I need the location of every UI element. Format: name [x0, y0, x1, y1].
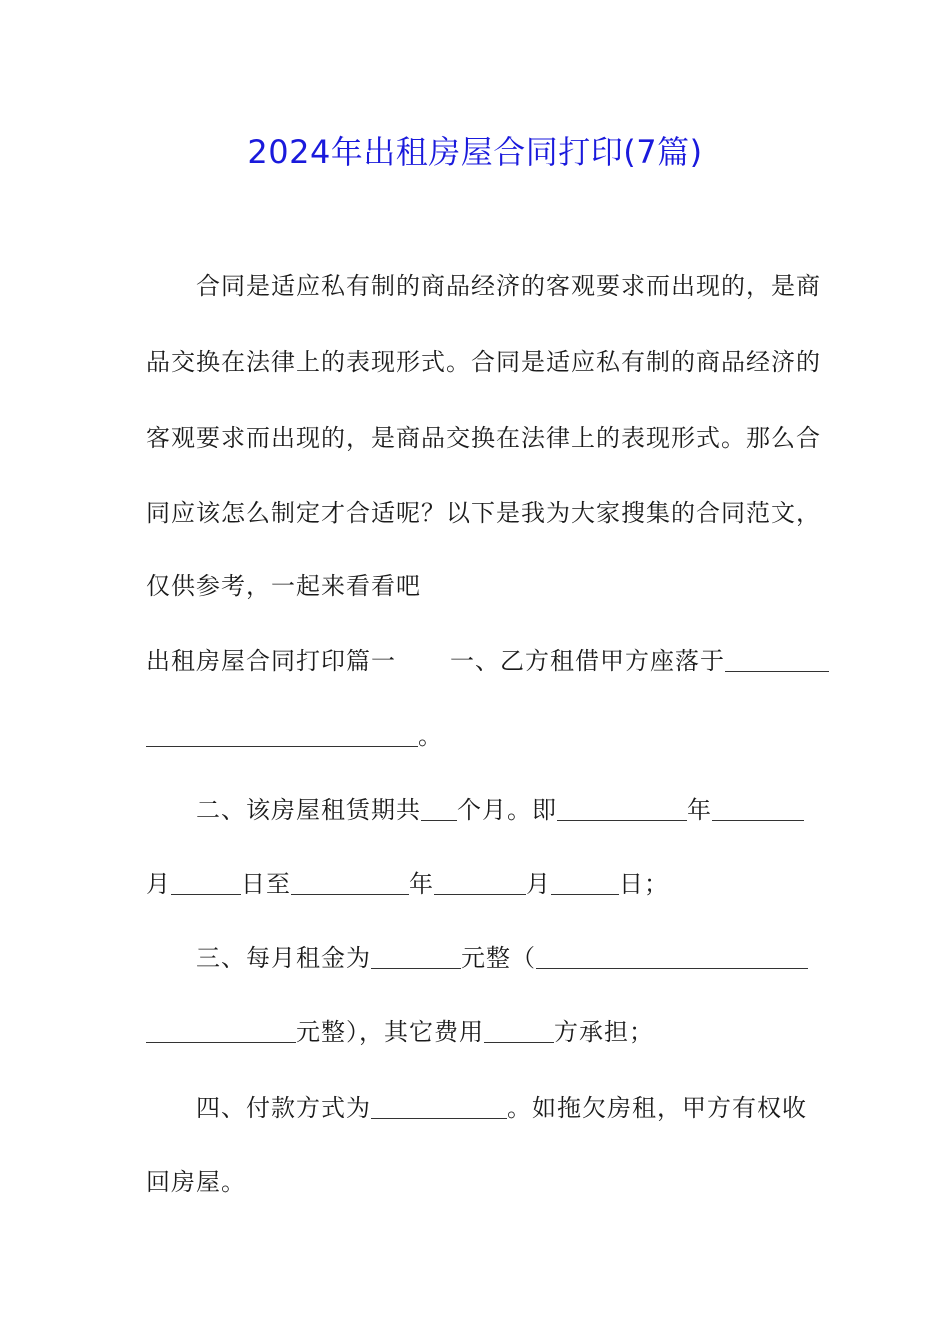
clause-4-text-a: 四、付款方式为: [196, 1094, 371, 1122]
clause-3-text-d: 方承担；: [554, 1018, 654, 1046]
clause-4-line-1: [146, 1092, 806, 1124]
clause-2-text-c: 年: [687, 796, 712, 824]
months-blank: [421, 796, 457, 821]
clause-1-line-2: [146, 720, 806, 752]
clause-2-text-b: 个月。即: [457, 796, 557, 824]
clause-3-text-c: 元整），其它费用: [296, 1018, 484, 1046]
clause-4-text-b: 。如拖欠房租，甲方有权收: [507, 1094, 807, 1122]
intro-line-3: 客观要求而出现的，是商品交换在法律上的表现形式。那么合: [146, 424, 821, 452]
start-year-blank: [557, 796, 687, 821]
address-blank-1: [725, 647, 829, 672]
document-title: 2024年出租房屋合同打印(7篇): [247, 133, 703, 171]
section-heading: 出租房屋合同打印篇一: [146, 647, 396, 675]
clause-1-end: 。: [418, 722, 443, 750]
fee-party-blank: [484, 1018, 554, 1043]
intro-line-1: 合同是适应私有制的商品经济的客观要求而出现的，是商: [196, 272, 821, 300]
clause-2-line-1: [146, 794, 806, 826]
clause-2-line-2: [146, 868, 806, 900]
clause-3-line-2: [146, 1016, 806, 1048]
rent-uppercase-blank-1: [536, 944, 808, 969]
clause-3-text-b: 元整（: [461, 944, 536, 972]
intro-line-2: 品交换在法律上的表现形式。合同是适应私有制的商品经济的: [146, 348, 821, 376]
clause-2-text-f: 年: [409, 870, 434, 898]
clause-2-text-e: 日至: [241, 870, 291, 898]
clause-3-line-1: [146, 942, 806, 974]
address-blank-2: [146, 722, 418, 747]
clause-2-text-d: 月: [146, 870, 171, 898]
intro-line-5: 仅供参考，一起来看看吧: [146, 572, 421, 600]
rent-amount-blank: [371, 944, 461, 969]
end-month-blank: [434, 870, 526, 895]
intro-line-4: 同应该怎么制定才合适呢？以下是我为大家搜集的合同范文，: [146, 499, 821, 527]
start-month-blank: [712, 796, 804, 821]
rent-uppercase-blank-2: [146, 1018, 296, 1043]
end-year-blank: [291, 870, 409, 895]
clause-3-text-a: 三、每月租金为: [196, 944, 371, 972]
clause-2-text-a: 二、该房屋租赁期共: [196, 796, 421, 824]
end-day-blank: [551, 870, 619, 895]
payment-method-blank: [371, 1094, 507, 1119]
clause-1-line-1: [146, 645, 806, 677]
clause-1-text: 一、乙方租借甲方座落于: [450, 647, 725, 675]
start-day-blank: [171, 870, 241, 895]
clause-4-line-2: 回房屋。: [146, 1168, 246, 1196]
clause-2-text-g: 月: [526, 870, 551, 898]
clause-2-text-h: 日；: [619, 870, 669, 898]
